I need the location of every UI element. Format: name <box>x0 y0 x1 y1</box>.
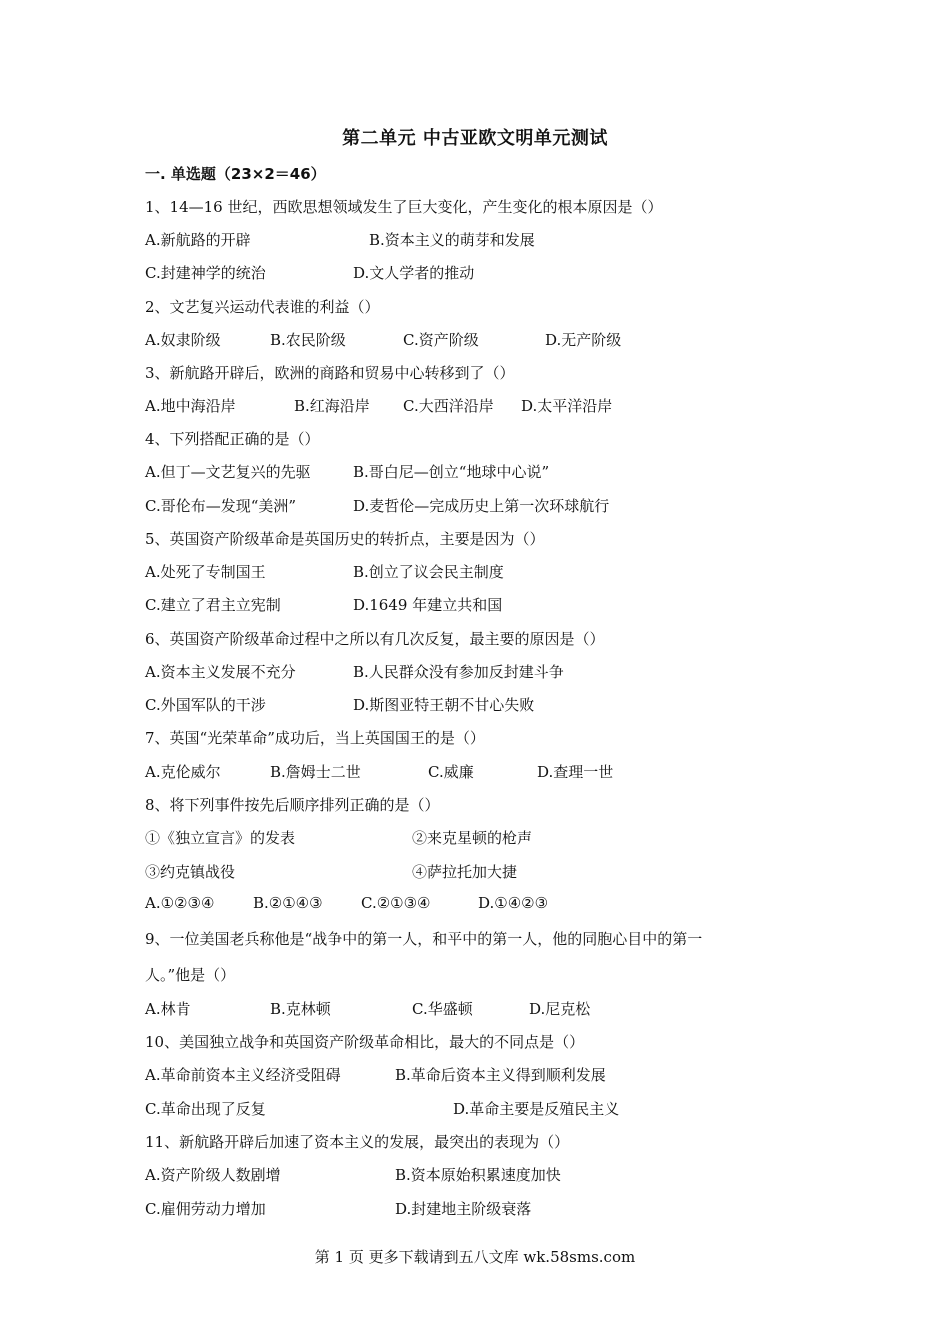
option-7c: C.威廉 <box>428 763 474 781</box>
option-11b: B.资本原始积累速度加快 <box>395 1166 561 1184</box>
option-7b: B.詹姆士二世 <box>270 763 361 781</box>
option-7a: A.克伦威尔 <box>145 763 221 781</box>
option-1d: D.文人学者的推动 <box>353 264 475 282</box>
option-3d: D.太平洋沿岸 <box>521 397 613 415</box>
option-9b: B.克林顿 <box>270 1000 331 1018</box>
option-2a: A.奴隶阶级 <box>145 331 221 349</box>
page-title: 第二单元 中古亚欧文明单元测试 <box>342 128 608 149</box>
option-3b: B.红海沿岸 <box>294 397 370 415</box>
option-4b: B.哥白尼—创立“地球中心说” <box>353 463 550 481</box>
option-4c: C.哥伦布—发现“美洲” <box>145 497 297 515</box>
option-10a: A.革命前资本主义经济受阻碍 <box>145 1066 341 1084</box>
question-9: 9、一位美国老兵称他是“战争中的第一人，和平中的第一人，他的同胞心目中的第一 <box>145 930 703 948</box>
option-8a: A.①②③④ <box>145 894 215 912</box>
question-8: 8、将下列事件按先后顺序排列正确的是（） <box>145 796 440 814</box>
option-9a: A.林肯 <box>145 1000 191 1018</box>
event-2: ②来克星顿的枪声 <box>412 829 533 847</box>
option-2c: C.资产阶级 <box>403 331 479 349</box>
option-10b: B.革命后资本主义得到顺利发展 <box>395 1066 606 1084</box>
option-3a: A.地中海沿岸 <box>145 397 236 415</box>
event-4: ④萨拉托加大捷 <box>412 863 518 881</box>
option-2b: B.农民阶级 <box>270 331 346 349</box>
option-8d: D.①④②③ <box>478 894 549 912</box>
option-6b: B.人民群众没有参加反封建斗争 <box>353 663 564 681</box>
option-9d: D.尼克松 <box>529 1000 591 1018</box>
page-footer: 第 1 页 更多下载请到五八文库 wk.58sms.com <box>314 1248 636 1266</box>
event-1: ①《独立宣言》的发表 <box>145 829 296 847</box>
section-heading: 一. 单选题（23×2＝46） <box>145 165 326 183</box>
option-1a: A.新航路的开辟 <box>145 231 251 249</box>
option-10d: D.革命主要是反殖民主义 <box>453 1100 620 1118</box>
question-9-continued: 人。”他是（） <box>145 966 236 984</box>
question-11: 11、新航路开辟后加速了资本主义的发展，最突出的表现为（） <box>145 1133 570 1151</box>
question-3: 3、新航路开辟后，欧洲的商路和贸易中心转移到了（） <box>145 364 515 382</box>
option-3c: C.大西洋沿岸 <box>403 397 494 415</box>
event-3: ③约克镇战役 <box>145 863 236 881</box>
question-1: 1、14—16 世纪，西欧思想领域发生了巨大变化，产生变化的根本原因是（） <box>145 198 663 216</box>
option-6c: C.外国军队的干涉 <box>145 696 266 714</box>
option-7d: D.查理一世 <box>537 763 614 781</box>
question-6: 6、英国资产阶级革命过程中之所以有几次反复，最主要的原因是（） <box>145 630 605 648</box>
option-8b: B.②①④③ <box>253 894 323 912</box>
question-10: 10、美国独立战争和英国资产阶级革命相比，最大的不同点是（） <box>145 1033 585 1051</box>
question-5: 5、英国资产阶级革命是英国历史的转折点，主要是因为（） <box>145 530 545 548</box>
question-4: 4、下列搭配正确的是（） <box>145 430 320 448</box>
option-10c: C.革命出现了反复 <box>145 1100 266 1118</box>
option-5a: A.处死了专制国王 <box>145 563 266 581</box>
option-9c: C.华盛顿 <box>412 1000 473 1018</box>
option-2d: D.无产阶级 <box>545 331 622 349</box>
option-4d: D.麦哲伦—完成历史上第一次环球航行 <box>353 497 610 515</box>
option-1c: C.封建神学的统治 <box>145 264 266 282</box>
option-6d: D.斯图亚特王朝不甘心失败 <box>353 696 535 714</box>
option-11c: C.雇佣劳动力增加 <box>145 1200 266 1218</box>
option-5b: B.创立了议会民主制度 <box>353 563 504 581</box>
question-2: 2、文艺复兴运动代表谁的利益（） <box>145 298 380 316</box>
question-7: 7、英国“光荣革命”成功后，当上英国国王的是（） <box>145 729 485 747</box>
option-11d: D.封建地主阶级衰落 <box>395 1200 532 1218</box>
option-4a: A.但丁—文艺复兴的先驱 <box>145 463 311 481</box>
option-6a: A.资本主义发展不充分 <box>145 663 296 681</box>
option-1b: B.资本主义的萌芽和发展 <box>369 231 535 249</box>
option-11a: A.资产阶级人数剧增 <box>145 1166 281 1184</box>
option-8c: C.②①③④ <box>361 894 431 912</box>
option-5d: D.1649 年建立共和国 <box>353 596 503 614</box>
option-5c: C.建立了君主立宪制 <box>145 596 281 614</box>
